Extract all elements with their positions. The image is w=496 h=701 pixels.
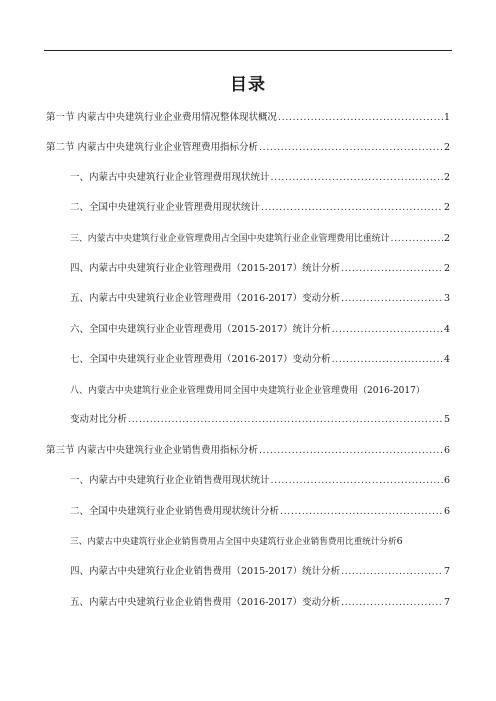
toc-entry-text: 三、内蒙古中央建筑行业企业管理费用占全国中央建筑行业企业管理费用比重统计 [70,234,390,244]
toc-entry-text: 五、内蒙古中央建筑行业企业管理费用（2016-2017）变动分析 [70,293,341,304]
leader-dots [391,232,443,246]
toc-entry-text: 一、内蒙古中央建筑行业企业销售费用现状统计 [70,475,270,486]
leader-dots [341,596,443,610]
leader-dots [128,413,443,427]
toc-entry-text: 七、全国中央建筑行业企业管理费用（2016-2017）变动分析 [70,354,331,365]
toc-entry-text: 三、内蒙古中央建筑行业企业销售费用占全国中央建筑行业企业销售费用比重统计分析 [70,537,397,547]
toc-entry-3-4[interactable] [70,565,450,579]
toc-page-number: 6 [443,506,450,517]
toc-entry-section-2[interactable] [46,141,450,155]
toc-entry-text: 第二节 内蒙古中央建筑行业企业管理费用指标分析 [46,142,259,153]
leader-dots [278,111,443,125]
toc-entry-text: 二、全国中央建筑行业企业销售费用现状统计分析 [70,506,280,517]
leader-dots [332,323,443,337]
toc-entry-text: 四、内蒙古中央建筑行业企业管理费用（2015-2017）统计分析 [70,263,341,274]
toc-entry-text: 五、内蒙古中央建筑行业企业销售费用（2016-2017）变动分析 [70,597,341,608]
toc-entry-3-2[interactable] [70,505,450,519]
toc-entry-section-1[interactable] [46,111,450,125]
toc-entry-text: 六、全国中央建筑行业企业管理费用（2015-2017）统计分析 [70,324,331,335]
toc-page-number: 6 [443,475,450,486]
toc-page-number: 4 [443,324,450,335]
toc-page-number: 6 [396,536,403,547]
toc-page-number: 3 [443,293,450,304]
toc-entry-2-8-line1[interactable] [70,383,450,396]
toc-title: 目录 [230,75,266,95]
toc-entry-text: 变动对比分析 [70,414,128,425]
toc-entry-2-4[interactable] [70,262,450,276]
leader-dots [341,565,443,579]
toc-entry-2-6[interactable] [70,323,450,337]
leader-dots [259,141,443,155]
toc-entry-text: 四、内蒙古中央建筑行业企业销售费用（2015-2017）统计分析 [70,566,341,577]
toc-page-number: 6 [443,445,450,456]
leader-dots [271,171,443,185]
toc-entry-section-3[interactable] [46,444,450,458]
toc-page-number: 7 [443,566,450,577]
leader-dots [259,444,443,458]
toc-entry-2-8-line2[interactable] [70,413,450,427]
toc-page-number: 4 [443,354,450,365]
toc-entry-text: 第三节 内蒙古中央建筑行业企业销售费用指标分析 [46,445,259,456]
leader-dots [261,201,443,215]
leader-dots [332,353,443,367]
toc-entry-text: 二、全国中央建筑行业企业管理费用现状统计 [70,202,261,213]
leader-dots [271,474,443,488]
toc-entry-2-3[interactable] [70,232,450,246]
toc-page-number: 1 [443,112,450,123]
toc-entry-2-1[interactable] [70,171,450,185]
toc-entry-3-3[interactable] [70,535,450,549]
toc-entry-3-1[interactable] [70,474,450,488]
toc-entry-2-5[interactable] [70,292,450,306]
toc-entry-text: 一、内蒙古中央建筑行业企业管理费用现状统计 [70,172,270,183]
toc-page-number: 2 [443,142,450,153]
toc-page-number: 2 [443,202,450,213]
toc-page-number: 2 [443,263,450,274]
toc-entry-text: 八、内蒙古中央建筑行业企业管理费用同全国中央建筑行业企业管理费用（2016-2017） [70,386,425,396]
toc-entry-3-5[interactable] [70,596,450,610]
header-rule [44,50,452,51]
toc-page-number: 2 [443,233,450,244]
toc-entry-2-7[interactable] [70,353,450,367]
toc-entry-2-2[interactable] [70,201,450,215]
toc-page-number: 5 [443,414,450,425]
leader-dots [341,262,443,276]
toc-page-number: 2 [443,172,450,183]
leader-dots [280,505,443,519]
toc-entry-text: 第一节 内蒙古中央建筑行业企业费用情况整体现状概况 [46,112,278,123]
leader-dots [341,292,443,306]
toc-page-number: 7 [443,597,450,608]
